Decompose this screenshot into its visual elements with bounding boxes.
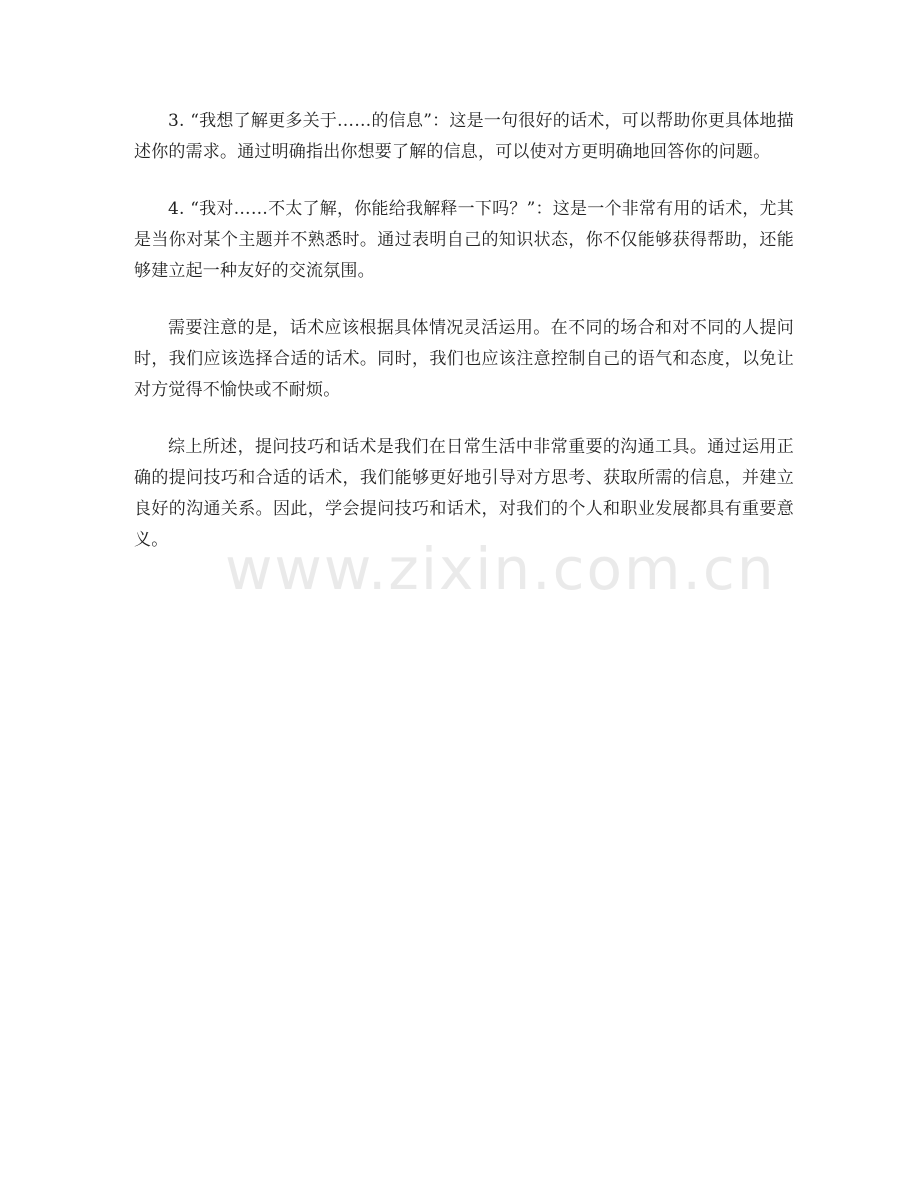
paragraph-conclusion: 综上所述，提问技巧和话术是我们在日常生活中非常重要的沟通工具。通过运用正确的提问技巧和合适的话术，我们能够更好地引导对方思考、获取所需的信息，并建立良好的沟通关系。因此，学会提问技巧和话术，对我们的个人和职业发展都具有重要意义。: [134, 437, 794, 550]
document-body: [134, 106, 794, 582]
watermark-text: www.zixin.com.cn: [225, 535, 776, 603]
paragraph-tip-3: 3. “我想了解更多关于……的信息”：这是一句很好的话术，可以帮助你更具体地描述你的需求。通过明确指出你想要了解的信息，可以使对方更明确地回答你的问题。: [134, 111, 794, 162]
paragraph-tip-4: 4. “我对……不太了解，你能给我解释一下吗？”：这是一个非常有用的话术，尤其是当你对某个主题并不熟悉时。通过表明自己的知识状态，你不仅能够获得帮助，还能够建立起一种友好的交流氛围。: [134, 199, 794, 281]
paragraph-note: 需要注意的是，话术应该根据具体情况灵活运用。在不同的场合和对不同的人提问时，我们应该选择合适的话术。同时，我们也应该注意控制自己的语气和态度，以免让对方觉得不愉快或不耐烦。: [134, 318, 794, 400]
